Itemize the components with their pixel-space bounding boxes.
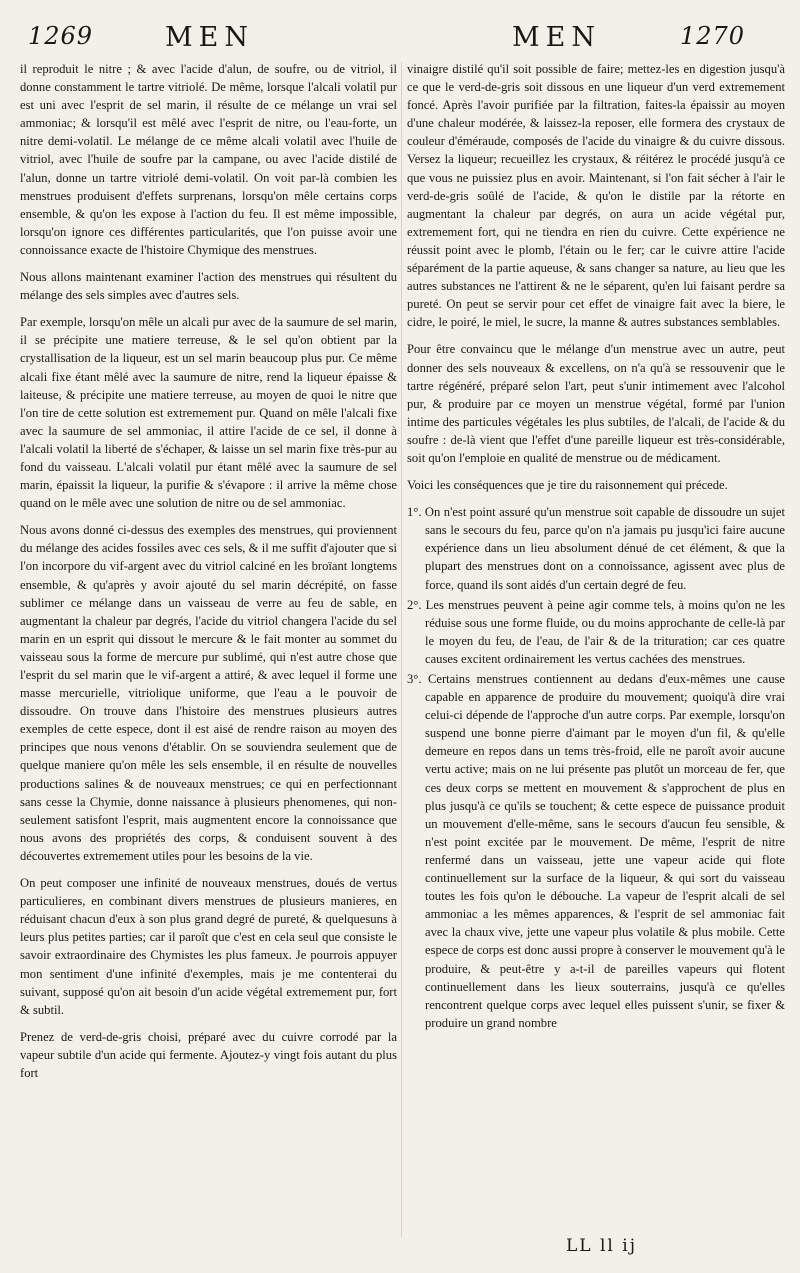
left-column: [20, 60, 397, 1240]
running-head-left: MEN: [165, 22, 254, 53]
running-head-right: MEN: [512, 22, 601, 53]
numbered-paragraph: 3°. Certains menstrues contiennent au dedans d'eux-mêmes une cause capable en apparence de produire du mouvement; quoiqu'à dire vrai celui-ci dépende de l'approche d'un autre corps. Par exemple, lorsqu'on suspend une bonne pierre d'aimant par le moyen d'un fil, & qu'elle demeure en repos dans un tems très-froid, elle ne paroît avoir aucune vertu active; mais on ne lui présente pas plutôt un morceau de fer, que ces deux corps se mettent en mouvement & s'approchent de plus en plus jusqu'à ce qu'ils se touchent; & cette espece de puissance produit un mouvement d'elle-même, sans le secours d'aucun feu sensible, & n'est point excitée par le mouvement. De même, l'esprit de nitre renfermé dans un vaisseau, jette une vapeur acide qui flote continuellement sur la surface de la liqueur, & qui sort du vaisseau toutes les fois qu'on le débouche. La vapeur de l'esprit alcali de sel ammoniac a les mêmes apparences, & l'esprit de sel ammoniac fait avec la chaux vive, jette une vapeur plus volatile & plus mobile. Cette espece de corps est donc aussi propre à conserver le mouvement qu'à le produire, & peut-être y a-t-il de pareilles vapeurs qui flotent continuellement dans les lieux souterrains, jusqu'à ce qu'elles rencontrent quelque corps avec lequel elles puissent s'unir, se fixer & produire un grand nombre: [407, 672, 785, 1030]
paragraph: Prenez de verd-de-gris choisi, préparé avec du cuivre corrodé par la vapeur subtile d'un acide qui fermente. Ajoutez-y vingt fois autant du plus fort: [20, 1029, 397, 1080]
column-divider: [401, 62, 402, 1237]
signature-mark: LL ll ij: [566, 1236, 637, 1256]
paragraph: Nous allons maintenant examiner l'action des menstrues qui résultent du mélange des sels simples avec d'autres sels.: [20, 270, 397, 303]
page-header: [0, 22, 800, 62]
right-column: [407, 60, 785, 1240]
paragraph: il reproduit le nitre ; & avec l'acide d'alun, de soufre, ou de vitriol, il donne constamment le tartre vitriolé. De même, lorsque l'alcali volatil pur est uni avec l'esprit de sel marin, il résulte de ce mélange un vrai sel ammoniac; & lorsqu'il est mêlé avec l'esprit de nitre, ou l'eau-forte, un nitre demi-volatil. Le mélange de ce même alcali volatil avec l'huile de vitriol, avec l'huile de soufre par la campane, ou avec l'acide distilé de l'alun, donne un tartre vitriolé demi-volatil. On voit par-là combien les menstrues produisent d'effets surprenans, lorsqu'on mêle certains corps ensemble, & qu'on les expose à l'action du feu. Il est même impossible, lorsqu'on ignore ces différentes particularités, que l'on puisse avoir une connoissance exacte de l'histoire Chymique des menstrues.: [20, 62, 397, 257]
page-number-right: 1270: [680, 22, 746, 50]
numbered-paragraph: 1°. On n'est point assuré qu'un menstrue soit capable de dissoudre un sujet sans le secours du feu, parce qu'on n'a jamais pu jusqu'ici faire aucune expérience dans un lieu absolument dénué de cet élément, & que la plupart des menstrues dont on a connoissance, agissent avec plus de force, quand ils sont aidés d'un certain degré de feu.: [407, 505, 785, 592]
paragraph: Par exemple, lorsqu'on mêle un alcali pur avec de la saumure de sel marin, il se précipite une matiere terreuse, & le sel qu'on obtient par la crystallisation de la liqueur, est un sel marin beaucoup plus pur. Ce même alcali fixe étant mêlé avec la saumure de nitre, rend la liqueur épaisse & laiteuse, & précipite une matiere terreuse, au moyen de quoi le nitre que l'on tire de cette solution est extremement pur. Quand on mêle l'alcali fixe avec la saumure de sel ammoniac, il attire l'acide de ce sel, il donne à l'alcali volatil la liberté de s'échaper, & laisse un sel marin fixe très-pur au fond du vaisseau. L'alcali volatil pur étant mêlé avec la saumure de sel marin, épaissit la liqueur, la purifie & s'évapore : il arrive la même chose quand on le mêle avec une solution de nitre ou de sel ammoniac.: [20, 315, 397, 511]
paragraph: Nous avons donné ci-dessus des exemples des menstrues, qui proviennent du mélange des acides fossiles avec ces sels, & il me suffit d'ajouter que si l'on incorpore du vif-argent avec du vitriol calciné en les broïant longtems ensemble, & qu'après y avoir ajouté du sel marin décrépité, on fasse sublimer ce mélange dans un vaisseau de verre au feu de sable, en augmentant la chaleur par degrés, l'acide du vitriol changera l'acide du sel marin en un esprit qui dissout le mercure & le fait monter au sommet du vaisseau sous la forme de mercure pur sublimé, qui n'est autre chose que l'esprit du sel marin que le vif-argent a attiré, & avec lequel il forme une masse mercurielle, vitriolique uniforme, que l'eau a le pouvoir de dissoudre. On trouve dans l'histoire des menstrues plusieurs autres exemples de cette espece, dont il est aisé de rendre raison au moyen des principes que nous venons d'établir. On se souviendra seulement que de quelque maniere qu'on mêle les sels ensemble, il en résulte de nouvelles productions salines & de nouveaux menstrues; ce qui en perfectionnant sans cesse la Chymie, donne naissance à plusieurs phenomenes, qui non-seulement satisfont l'esprit, mais augmentent encore la connoissance que nous avons des propriétés des corps, & conduisent souvent à des découvertes extremement utiles pour les besoins de la vie.: [20, 523, 397, 863]
page-number-left: 1269: [28, 22, 94, 50]
paragraph: vinaigre distilé qu'il soit possible de faire; mettez-les en digestion jusqu'à ce que le verd-de-gris soit dissous en une liqueur d'un verd extremement foncé. Après l'avoir purifiée par la filtration, faites-la épaissir au moyen d'une chaleur modérée, & laissez-la reposer, elle formera des crystaux de couleur d'éméraude, composés de l'acide du vinaigre & du cuivre dissous. Versez la liqueur; recueillez les crystaux, & réitérez le procédé jusqu'à ce que vous ne puissiez plus en avoir. Maintenant, si l'on fait sécher à l'air le verd-de-gris soûlé de l'acide, & qu'on le distile par la rétorte en augmentant la chaleur par degrés, on aura un acide végétal pur, extremement fort, qui ne tiendra en rien du cuivre. Cette expérience ne réussit point avec le plomb, l'étain ou le fer; car le cuivre attire l'acide séparément de la partie aqueuse, & sans changer sa nature, au lieu que les autres substances ne l'attirent & ne le séparent, qu'en lui faisant perdre sa pureté. On peut se servir pour cet effet de vinaigre fait avec la biere, le cidre, le poiré, le miel, le sucre, la manne & autres substances semblables.: [407, 62, 785, 330]
numbered-paragraph: 2°. Les menstrues peuvent à peine agir comme tels, à moins qu'on ne les réduise sous une forme fluide, ou du moins approchante de celle-là par le moyen du feu, de l'eau, de l'air & de la trituration; car ces quatre causes excitent ordinairement les vertus cachées des menstrues.: [407, 597, 785, 666]
paragraph: Voici les conséquences que je tire du raisonnement qui précede.: [407, 478, 728, 493]
paragraph: Pour être convaincu que le mélange d'un menstrue avec un autre, peut donner des sels nouveaux & excellens, on n'a qu'à se ressouvenir que le tartre régénéré, préparé selon l'art, peut s'unir intimement avec l'alcohol pur, & produire par ce moyen un menstrue végétal, formé par l'union intime des particules végétales les plus subtiles, de l'alcali, de l'acide & du soufre : de-là vient que l'effet d'une pareille liqueur est très-considérable, soit qu'on l'emploie en qualité de menstrue ou de médicament.: [407, 342, 785, 465]
paragraph: On peut composer une infinité de nouveaux menstrues, doués de vertus particulieres, en combinant divers menstrues de plusieurs manieres, en réduisant chacun d'eux à son plus grand degré de pureté, & quelquesuns à leurs plus petites parties; car il paroît que c'est en cela seul que consiste le savoir extraordinaire des Chymistes les plus fameux. Je pourrois appuyer mon sentiment d'une infinité d'exemples, mais je me contenterai du suivant, supposé qu'on ait besoin d'un acide végétal extremement pur, fort & subtil.: [20, 876, 397, 1017]
